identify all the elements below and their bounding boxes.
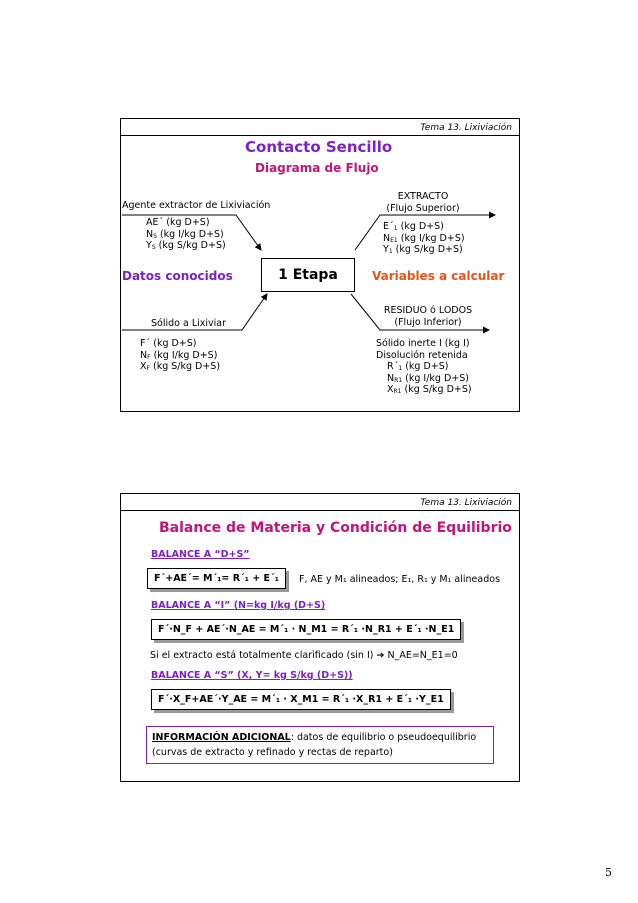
- balance-ds-note: F, AE y M₁ alineados; E₁, R₁ y M₁ alineados: [299, 574, 501, 585]
- additional-info-box: [146, 726, 494, 764]
- slide-mass-balance: [120, 493, 520, 782]
- spec-line: $N_{E1}$ (kg I/kg D+S): [383, 232, 465, 244]
- slide-title: Balance de Materia y Condición de Equilibrio: [159, 520, 512, 536]
- residue-solution-line: Disolución retenida: [376, 349, 468, 361]
- feed-solvent-arrow: [122, 215, 261, 250]
- clarified-extract-note: Si el extracto está totalmente clarificado (sin I) ➔ N_AE=N_E1=0: [150, 650, 458, 661]
- balance-s-label: BALANCE A “S” (X, Y= kg S/kg (D+S)): [151, 670, 353, 681]
- balance-s-equation: F´·X_F+AE´·Y_AE = M´₁ · X_M1 = R´₁ ·X_R1 + E´₁ ·Y_E1: [151, 689, 451, 710]
- slide-header: Tema 13. Lixiviación: [420, 498, 512, 508]
- extract-heading: EXTRACTO (Flujo Superior): [386, 191, 460, 214]
- residue-heading: RESIDUO ó LODOS (Flujo Inferior): [383, 305, 473, 328]
- page-number: 5: [605, 866, 612, 879]
- stage-label: 1 Etapa: [278, 267, 338, 283]
- known-data-label: Datos conocidos: [122, 269, 233, 283]
- header-divider: [121, 510, 519, 511]
- spec-line: $N_{R1}$ (kg I/kg D+S): [387, 372, 469, 384]
- balance-ds-label: BALANCE A “D+S”: [151, 549, 250, 560]
- balance-ds-equation: F´+AE´= M´₁= R´₁ + E´₁: [147, 568, 286, 589]
- spec-line: AE´ (kg D+S): [146, 217, 210, 228]
- residue-solid-line: Sólido inerte I (kg I): [376, 338, 470, 349]
- solid-feed-heading: Sólido a Lixiviar: [151, 318, 227, 329]
- unknown-variables-label: Variables a calcular: [372, 269, 505, 283]
- slide-subtitle: Diagrama de Flujo: [255, 161, 379, 175]
- spec-line: $Y_S$ (kg S/kg D+S): [146, 240, 226, 251]
- spec-line: $N_S$ (kg I/kg D+S): [146, 228, 224, 240]
- solid-feed-specs: [140, 338, 220, 373]
- extract-arrow: [355, 215, 495, 250]
- spec-line: $Y_1$ (kg S/kg D+S): [383, 244, 463, 255]
- spec-line: $N_F$ (kg I/kg D+S): [140, 349, 218, 361]
- slide-header: Tema 13. Lixiviación: [420, 123, 512, 133]
- balance-i-equation: F´·N_F + AE´·N_AE = M´₁ · N_M1 = R´₁ ·N_R1 + E´₁ ·N_E1: [151, 619, 461, 640]
- balance-i-label: BALANCE A “I” (N=kg I/kg (D+S): [151, 600, 326, 611]
- additional-info-line1: INFORMACIÓN ADICIONAL: datos de equilibrio o pseudoequilibrio: [152, 732, 477, 743]
- spec-line: F´ (kg D+S): [140, 338, 197, 349]
- spec-line: $E´_1$ (kg D+S): [383, 221, 444, 232]
- additional-info-line2: (curvas de extracto y refinado y rectas de reparto): [152, 747, 393, 758]
- residue-specs: [376, 338, 472, 396]
- feed-solvent-heading: Agente extractor de Lixiviación: [122, 200, 271, 211]
- spec-line: $X_{R1}$ (kg S/kg D+S): [387, 384, 472, 395]
- spec-line: $X_F$ (kg S/kg D+S): [140, 361, 221, 372]
- slide-title: Contacto Sencillo: [245, 138, 393, 156]
- spec-line: $R´_1$ (kg D+S): [387, 361, 449, 372]
- slide-flow-diagram: [120, 118, 520, 412]
